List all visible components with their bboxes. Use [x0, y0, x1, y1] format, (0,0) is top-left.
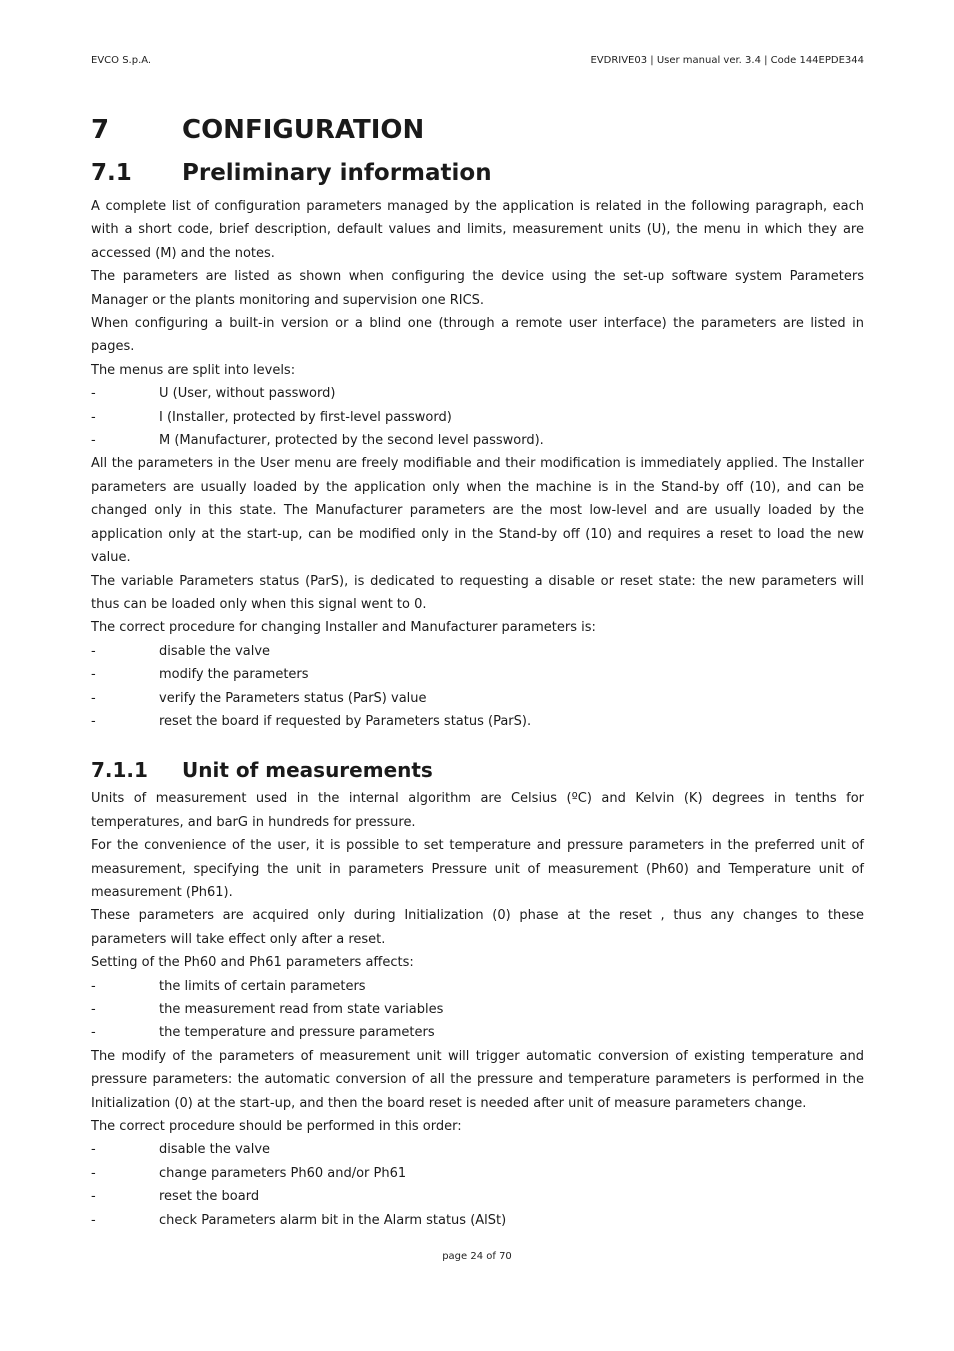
list-bullet: -	[91, 713, 96, 729]
chapter-title: CONFIGURATION	[182, 115, 425, 145]
paragraph: These parameters are acquired only during Initialization (0) phase at the reset , thus any changes to these parameters will take effect only after a reset.	[91, 908, 864, 947]
list-item	[91, 1185, 864, 1208]
section-number: 7.1	[91, 160, 132, 186]
list-item-text: M (Manufacturer, protected by the second level password).	[159, 433, 544, 449]
paragraph: The variable Parameters status (ParS), is dedicated to requesting a disable or reset state: the new parameters will thus can be loaded only when this signal went to 0.	[91, 573, 864, 612]
list-bullet: -	[91, 1189, 96, 1205]
list-item-text: the temperature and pressure parameters	[159, 1025, 435, 1041]
list-bullet: -	[91, 978, 96, 994]
paragraph: The correct procedure for changing Installer and Manufacturer parameters is:	[91, 620, 596, 636]
paragraph: Setting of the Ph60 and Ph61 parameters affects:	[91, 955, 414, 971]
list-item-text: U (User, without password)	[159, 386, 336, 402]
list-item-text: disable the valve	[159, 1142, 271, 1158]
list-bullet: -	[91, 690, 96, 706]
list-bullet: -	[91, 1165, 96, 1181]
header-company: EVCO S.p.A.	[91, 55, 152, 66]
section-heading	[91, 151, 864, 195]
paragraph: When configuring a built-in version or a blind one (through a remote user interface) the parameters are listed in pages.	[91, 316, 864, 355]
list-item-text: reset the board if requested by Parameters status (ParS).	[159, 713, 532, 729]
list-bullet: -	[91, 409, 96, 425]
list-bullet: -	[91, 1212, 96, 1228]
page-number: page 24 of 70	[442, 1251, 512, 1262]
list-item	[91, 998, 864, 1021]
list-bullet: -	[91, 1025, 96, 1041]
subsection-number: 7.1.1	[91, 758, 148, 783]
list-item-text: the measurement read from state variables	[159, 1002, 444, 1017]
list-item-text: reset the board	[159, 1189, 260, 1205]
list-bullet: -	[91, 1002, 96, 1017]
list-bullet: -	[91, 643, 96, 659]
list-bullet: -	[91, 1142, 96, 1158]
list-item	[91, 429, 864, 452]
section-title: Preliminary information	[182, 160, 492, 186]
list-bullet: -	[91, 433, 96, 449]
list-bullet: -	[91, 667, 96, 683]
list-item	[91, 640, 864, 663]
list-item-text: I (Installer, protected by first-level password)	[159, 409, 452, 425]
list-item-text: the limits of certain parameters	[159, 978, 366, 994]
subsection-title: Unit of measurements	[182, 758, 433, 783]
list-item-text: change parameters Ph60 and/or Ph61	[159, 1165, 407, 1181]
paragraph: A complete list of configuration parameters managed by the application is related in the following paragraph, each with a short code, brief description, default values and limits, measurement units (U), the menu in which they are accessed (M) and the notes.	[91, 199, 864, 261]
list-item	[91, 1138, 864, 1161]
subsection-heading	[91, 753, 864, 787]
list-item	[91, 687, 864, 710]
paragraph: The parameters are listed as shown when configuring the device using the set-up software system Parameters Manager or the plants monitoring and supervision one RICS.	[91, 269, 864, 308]
chapter-heading	[91, 110, 864, 150]
header-document-info: EVDRIVE03 | User manual ver. 3.4 | Code 144EPDE344	[590, 55, 864, 66]
list-item	[91, 382, 864, 405]
paragraph: The menus are split into levels:	[91, 362, 296, 378]
paragraph: The correct procedure should be performed in this order:	[91, 1119, 462, 1135]
list-item	[91, 1021, 864, 1044]
paragraph: Units of measurement used in the internal algorithm are Celsius (ºC) and Kelvin (K) degrees in tenths for temperatures, and barG in hundreds for pressure.	[91, 791, 864, 830]
list-item-text: disable the valve	[159, 643, 271, 659]
list-item	[91, 1209, 864, 1232]
paragraph: For the convenience of the user, it is possible to set temperature and pressure parameters in the preferred unit of measurement, specifying the unit in parameters Pressure unit of measurement (Ph60) and Temperature unit of measurement (Ph61).	[91, 838, 864, 900]
paragraph: All the parameters in the User menu are freely modifiable and their modification is immediately applied. The Installer parameters are usually loaded by the application only when the machine is in the Stand-by off (10), and can be changed only in this state. The Manufacturer parameters are the most low-level and are usually loaded by the application only at the start-up, can be modified only in the Stand-by off (10) and requires a reset to load the new value.	[91, 456, 864, 566]
chapter-number: 7	[91, 115, 110, 145]
list-item	[91, 663, 864, 686]
list-item-text: modify the parameters	[159, 667, 309, 683]
list-item	[91, 406, 864, 429]
list-item-text: check Parameters alarm bit in the Alarm status (AlSt)	[159, 1212, 507, 1228]
page-content	[91, 110, 864, 1232]
list-item-text: verify the Parameters status (ParS) value	[159, 690, 427, 706]
list-item	[91, 710, 864, 733]
list-item	[91, 1162, 864, 1185]
paragraph: The modify of the parameters of measurement unit will trigger automatic conversion of existing temperature and pressure parameters: the automatic conversion of all the pressure and temperature parameters is performed in the Initialization (0) at the start-up, and then the board reset is needed after unit of measure parameters change.	[91, 1048, 864, 1111]
list-bullet: -	[91, 386, 96, 402]
list-item	[91, 975, 864, 998]
